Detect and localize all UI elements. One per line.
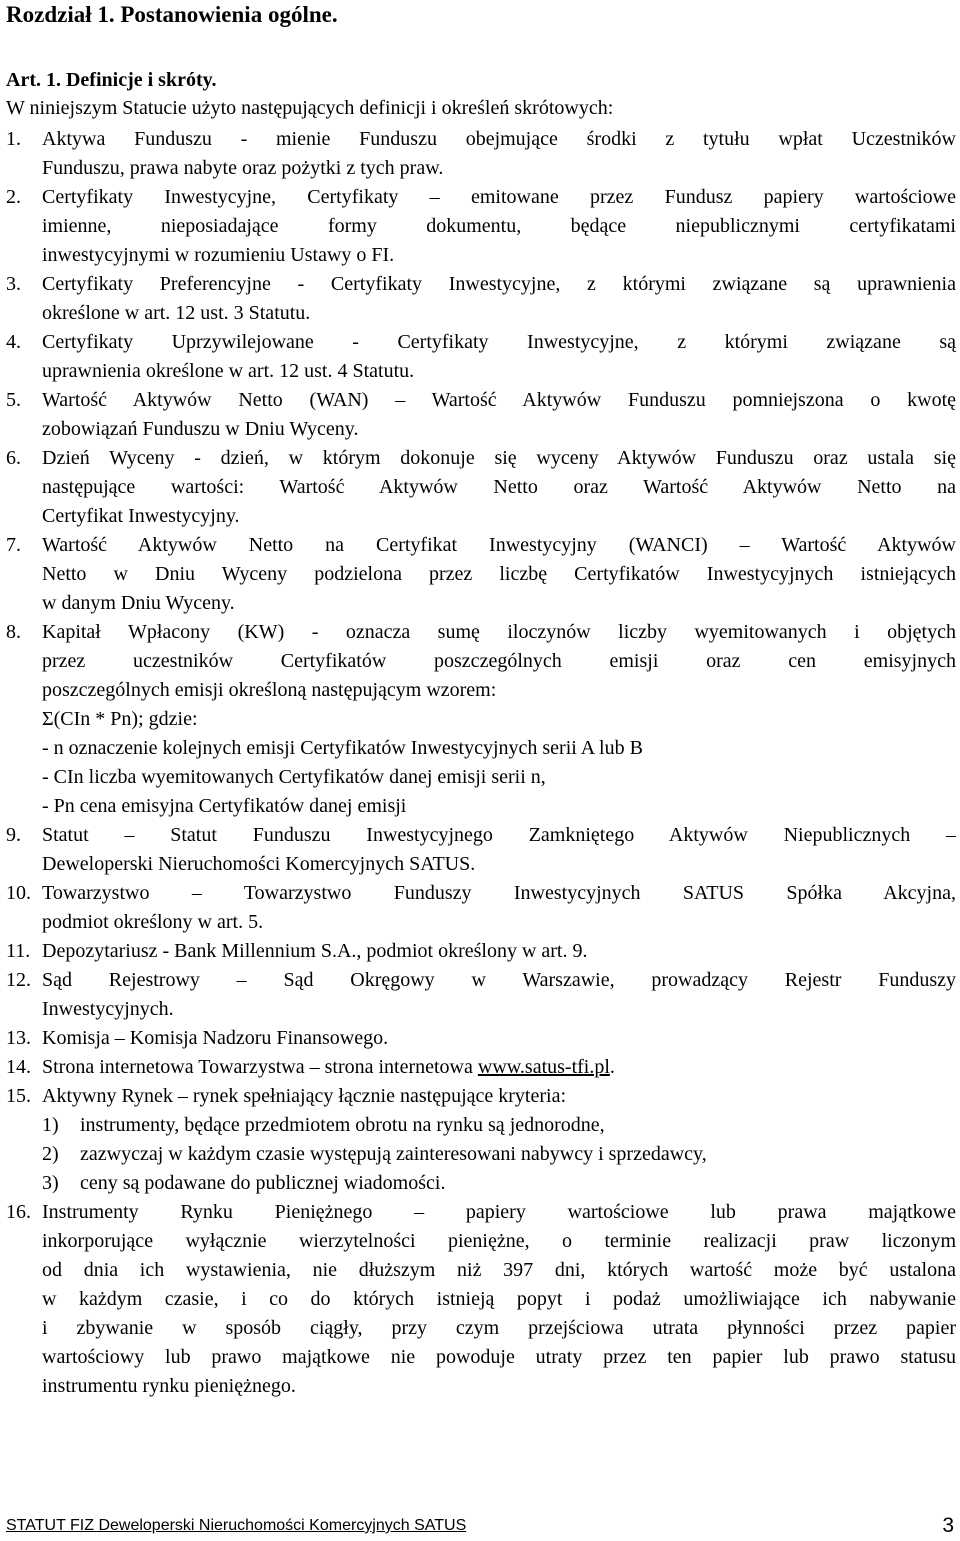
definition-text [42, 386, 956, 444]
definition-item [6, 531, 956, 618]
criteria-item [6, 1140, 956, 1169]
definition-line: inwestycyjnymi w rozumieniu Ustawy o FI. [42, 244, 395, 266]
definition-text [42, 618, 956, 705]
definition-number: 7. [6, 534, 21, 556]
definition-text [42, 1024, 956, 1053]
formula-line: Σ(CIn * Pn); gdzie: [42, 708, 198, 730]
definition-number: 6. [6, 447, 21, 469]
definition-item [6, 1024, 956, 1053]
definition-number: 5. [6, 389, 21, 411]
definition-line: Inwestycyjnych. [42, 998, 174, 1020]
definition-line: Certyfikaty Preferencyjne - Certyfikaty Inwestycyjne, z którymi związane są uprawnienia [42, 273, 956, 295]
definition-text [42, 328, 956, 386]
definition-line: Certyfikaty Uprzywilejowane - Certyfikaty Inwestycyjne, z którymi związane są [42, 331, 956, 353]
article-title: Art. 1. Definicje i skróty. [6, 69, 217, 91]
website-link[interactable]: www.satus-tfi.pl [477, 1056, 610, 1078]
footer-title: STATUT FIZ Deweloperski Nieruchomości Komercyjnych SATUS [6, 1517, 467, 1534]
definition-number: 14. [6, 1056, 31, 1078]
definition-text [42, 821, 956, 879]
definition-item [6, 821, 956, 879]
definition-number: 2. [6, 186, 21, 208]
definition-text [42, 966, 956, 1024]
definition-text [42, 125, 956, 183]
definition-text [42, 270, 956, 328]
definition-item [6, 1198, 956, 1401]
definition-text [42, 1198, 956, 1401]
definition-line: Aktywny Rynek – rynek spełniający łącznie następujące kryteria: [42, 1085, 567, 1107]
definition-text [42, 937, 956, 966]
definition-number: 8. [6, 621, 21, 643]
definition-text [42, 1053, 956, 1082]
definition-text [42, 1082, 956, 1111]
chapter-title: Rozdział 1. Postanowienia ogólne. [6, 2, 338, 27]
definition-item [6, 125, 956, 183]
definition-line: imienne, nieposiadające formy dokumentu, będące niepublicznymi certyfikatami [42, 215, 956, 237]
page-number: 3 [942, 1514, 954, 1537]
definition-number: 15. [6, 1085, 31, 1107]
definition-item [6, 937, 956, 966]
definition-item [6, 444, 956, 531]
definition-line: Sąd Rejestrowy – Sąd Okręgowy w Warszawie, prowadzący Rejestr Funduszy [42, 969, 956, 991]
definition-line: Instrumenty Rynku Pieniężnego – papiery wartościowe lub prawa majątkowe [42, 1201, 956, 1223]
definition-line: Depozytariusz - Bank Millennium S.A., podmiot określony w art. 9. [42, 940, 588, 962]
formula-legend-line: - n oznaczenie kolejnych emisji Certyfikatów Inwestycyjnych serii A lub B [42, 737, 643, 759]
definition-line: podmiot określony w art. 5. [42, 911, 264, 933]
criteria-text: ceny są podawane do publicznej wiadomości. [80, 1172, 446, 1194]
definition-line: wartościowy lub prawo majątkowe nie powoduje utraty przez ten papier lub prawo statusu [42, 1346, 956, 1368]
definition-line: w każdym czasie, i co do których istnieją popyt i podaż umożliwiające ich nabywanie [42, 1288, 956, 1310]
intro-text: W niniejszym Statucie użyto następujących definicji i określeń skrótowych: [6, 97, 614, 119]
definition-text [42, 444, 956, 531]
definition-line: Statut – Statut Funduszu Inwestycyjnego Zamkniętego Aktywów Niepublicznych – [42, 824, 956, 846]
criteria-number: 1) [42, 1114, 59, 1136]
definition-text [42, 531, 956, 618]
definition-number: 4. [6, 331, 21, 353]
definition-line: Towarzystwo – Towarzystwo Funduszy Inwestycyjnych SATUS Spółka Akcyjna, [42, 882, 956, 904]
definition-number: 11. [6, 940, 31, 962]
definition-line: Wartość Aktywów Netto (WAN) – Wartość Aktywów Funduszu pomniejszona o kwotę [42, 389, 956, 411]
definition-line: Komisja – Komisja Nadzoru Finansowego. [42, 1027, 389, 1049]
definitions-list [6, 125, 956, 1401]
criteria-text: zazwyczaj w każdym czasie występują zainteresowani nabywcy i sprzedawcy, [80, 1143, 707, 1165]
definition-line: Aktywa Funduszu - mienie Funduszu obejmujące środki z tytułu wpłat Uczestników [42, 128, 956, 150]
definition-item [6, 183, 956, 270]
definition-line: Deweloperski Nieruchomości Komercyjnych SATUS. [42, 853, 476, 875]
definition-number: 16. [6, 1201, 31, 1223]
definition-line: Certyfikat Inwestycyjny. [42, 505, 240, 527]
definition-item [6, 966, 956, 1024]
formula-legend-line: - CIn liczba wyemitowanych Certyfikatów danej emisji serii n, [42, 766, 546, 788]
definition-line: Strona internetowa Towarzystwa – strona internetowa www.satus-tfi.pl. [42, 1056, 615, 1078]
definition-number: 13. [6, 1027, 31, 1049]
definition-line: przez uczestników Certyfikatów poszczególnych emisji oraz cen emisyjnych [42, 650, 956, 672]
definition-item [6, 270, 956, 328]
definition-line: Certyfikaty Inwestycyjne, Certyfikaty – emitowane przez Fundusz papiery wartościowe [42, 186, 956, 208]
definition-item [6, 879, 956, 937]
definition-line: od dnia ich wystawienia, nie dłuższym niż 397 dni, których wartość może być ustalona [42, 1259, 956, 1281]
definition-number: 9. [6, 824, 21, 846]
definition-line: Kapitał Wpłacony (KW) - oznacza sumę iloczynów liczby wyemitowanych i objętych [42, 621, 956, 643]
definition-text [42, 879, 956, 937]
criteria-number: 2) [42, 1143, 59, 1165]
criteria-item [6, 1111, 956, 1140]
definition-line: następujące wartości: Wartość Aktywów Netto oraz Wartość Aktywów Netto na [42, 476, 956, 498]
criteria-item [6, 1169, 956, 1198]
definition-line: Funduszu, prawa nabyte oraz pożytki z tych praw. [42, 157, 444, 179]
definition-text [42, 183, 956, 270]
definition-line: inkorporujące wyłącznie wierzytelności pieniężne, o terminie realizacji praw liczonym [42, 1230, 956, 1252]
definition-line: Wartość Aktywów Netto na Certyfikat Inwestycyjny (WANCI) – Wartość Aktywów [42, 534, 956, 556]
definition-line: i zbywanie w sposób ciągły, przy czym przejściowa utrata płynności przez papier [42, 1317, 956, 1339]
definition-number: 1. [6, 128, 21, 150]
definition-line: Dzień Wyceny - dzień, w którym dokonuje się wyceny Aktywów Funduszu oraz ustala się [42, 447, 956, 469]
definition-line: instrumentu rynku pieniężnego. [42, 1375, 296, 1397]
definition-line: Netto w Dniu Wyceny podzielona przez liczbę Certyfikatów Inwestycyjnych istniejących [42, 563, 956, 585]
formula-legend-line: - Pn cena emisyjna Certyfikatów danej emisji [42, 795, 407, 817]
definition-line: w danym Dniu Wyceny. [42, 592, 235, 614]
definition-line: uprawnienia określone w art. 12 ust. 4 Statutu. [42, 360, 415, 382]
definition-item [6, 1053, 956, 1082]
definition-item [6, 328, 956, 386]
definition-item [6, 1082, 956, 1111]
definition-line: poszczególnych emisji określoną następującym wzorem: [42, 679, 497, 701]
definition-item [6, 618, 956, 705]
definition-line: zobowiązań Funduszu w Dniu Wyceny. [42, 418, 359, 440]
criteria-number: 3) [42, 1172, 59, 1194]
definition-line: określone w art. 12 ust. 3 Statutu. [42, 302, 311, 324]
definition-number: 12. [6, 969, 31, 991]
definition-item [6, 386, 956, 444]
definition-number: 3. [6, 273, 21, 295]
definition-number: 10. [6, 882, 31, 904]
criteria-text: instrumenty, będące przedmiotem obrotu na rynku są jednorodne, [80, 1114, 605, 1136]
